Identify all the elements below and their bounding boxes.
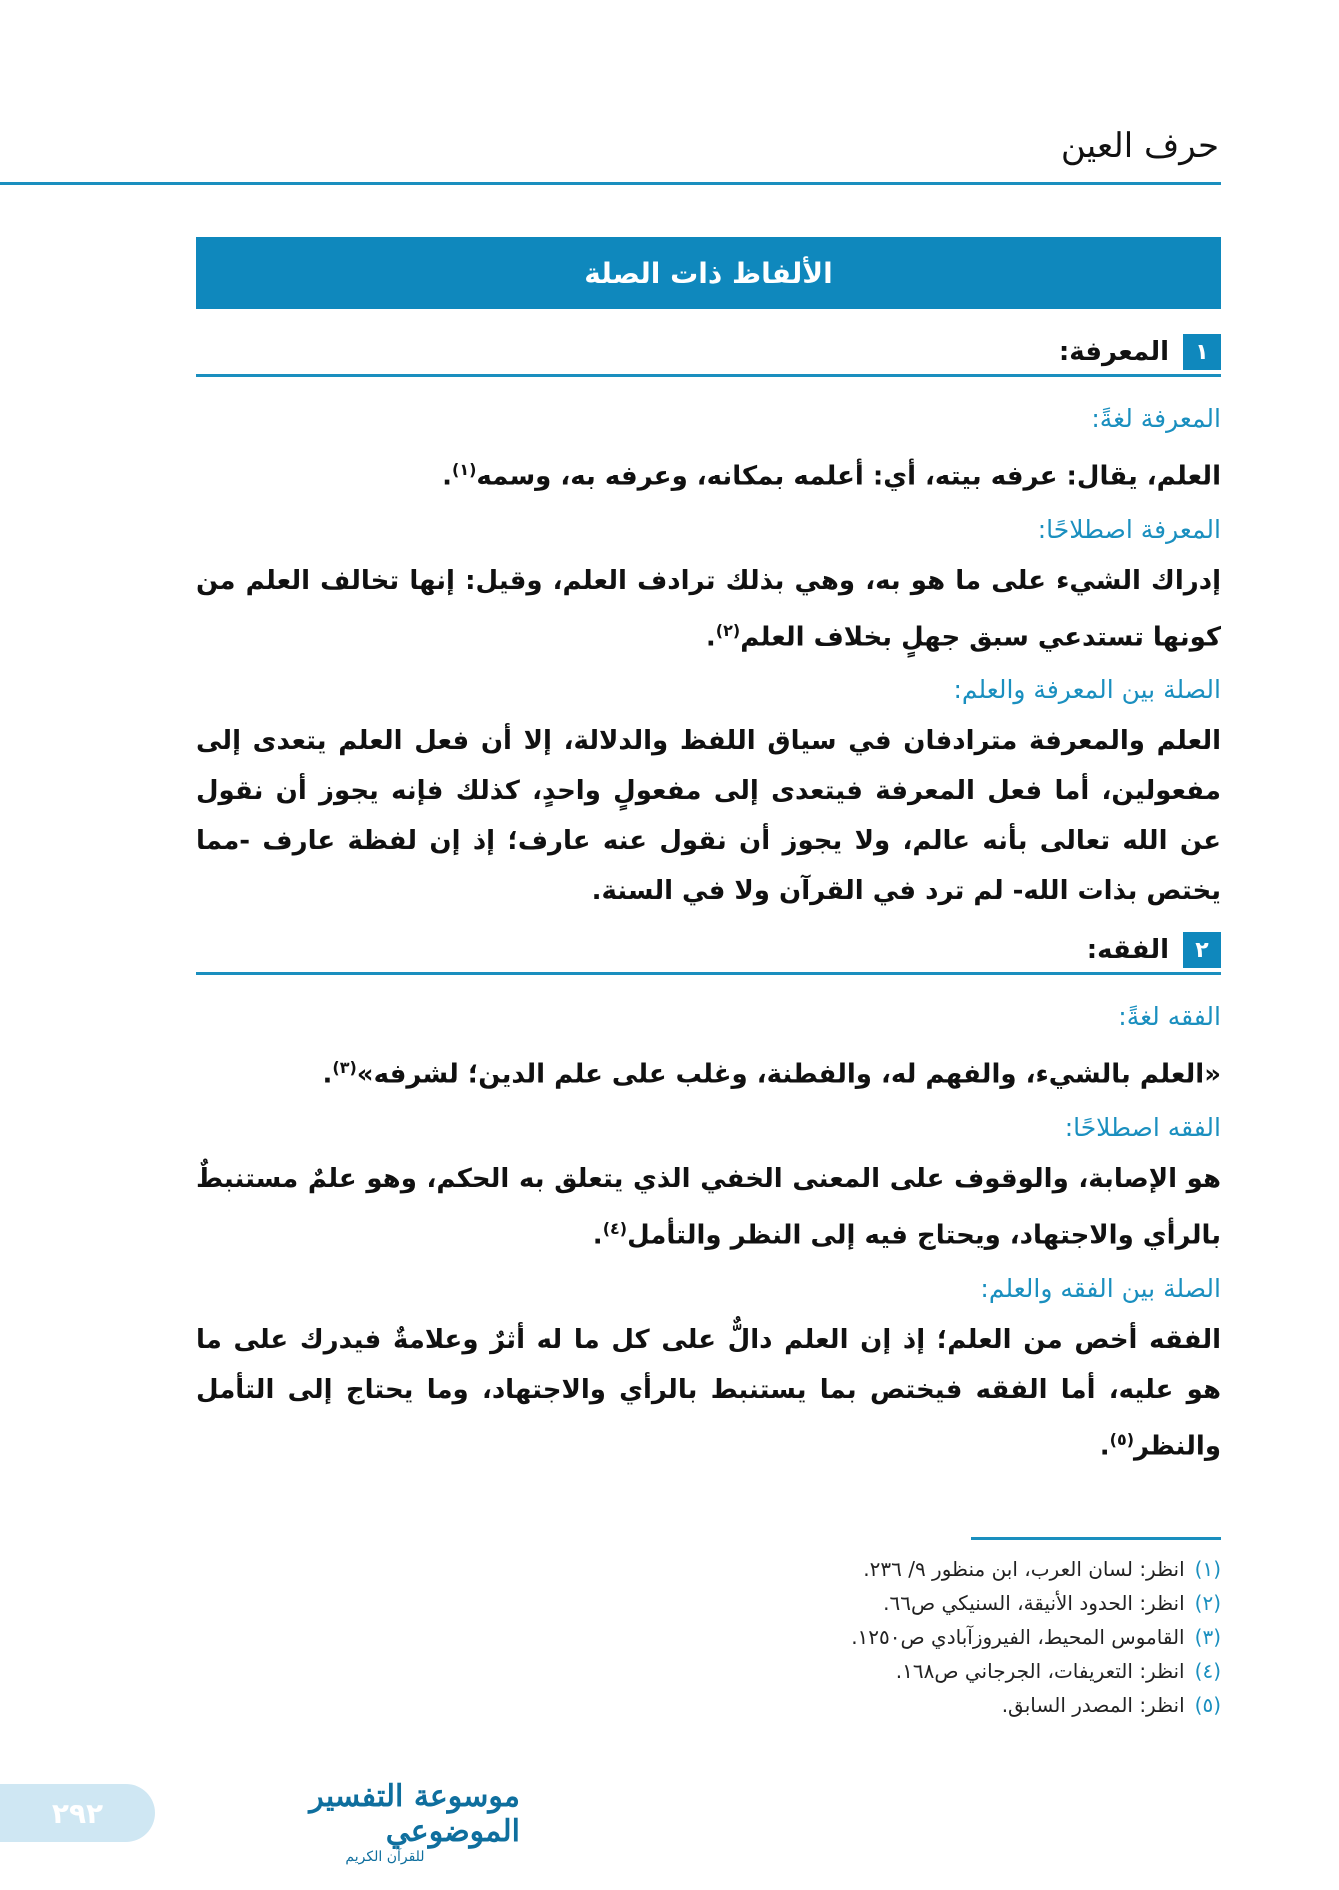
term-title-1: المعرفة:	[1058, 337, 1169, 367]
footnote: (٣) القاموس المحيط، الفيروزآبادي ص١٢٥٠.	[851, 1625, 1221, 1649]
footnote-ref[interactable]: (٤)	[602, 1218, 628, 1238]
paragraph: الفقه أخص من العلم؛ إذ إن العلم دالٌّ على كل ما له أثرٌ وعلامةٌ فيدرك على ما هو عليه، أما الفقه فيختص بما يستنبط بالرأي والاجتهاد، وما يحتاج إلى التأمل والنظر$^{(٥)}$.	[196, 1324, 1221, 1462]
footnote: (٤) انظر: التعريفات، الجرجاني ص١٦٨.	[895, 1659, 1221, 1683]
logo-sub-text: للقرآن الكريم	[345, 1849, 425, 1865]
term-number-2: ٢	[1183, 932, 1221, 968]
section-title-band	[196, 237, 1221, 309]
paragraph: العلم والمعرفة مترادفان في سياق اللفظ والدلالة، إلا أن فعل العلم يتعدى إلى مفعولين، أما فعل المعرفة فيتعدى إلى مفعولٍ واحدٍ، كذلك فإنه يجوز أن نقول عن الله تعالى بأنه عالم، ولا يجوز أن نقول عنه عارف؛ إذ إن لفظة عارف -مما يختص بذات الله- لم ترد في القرآن ولا في السنة.	[196, 726, 1221, 907]
subheading: الفقه لغةً:	[1118, 1002, 1221, 1032]
term-number-1: ١	[1183, 334, 1221, 370]
footnote-ref[interactable]: (٥)	[1109, 1429, 1135, 1449]
footnote-rule	[971, 1537, 1221, 1540]
encyclopedia-logo	[250, 1779, 520, 1865]
subheading: الصلة بين الفقه والعلم:	[980, 1273, 1221, 1303]
subheading: الفقه اصطلاحًا:	[1064, 1112, 1221, 1142]
paragraph: هو الإصابة، والوقوف على المعنى الخفي الذي يتعلق به الحكم، وهو علمٌ مستنبطٌ بالرأي والاجتهاد، ويحتاج فيه إلى النظر والتأمل$^{(٤)}$.	[196, 1163, 1221, 1251]
section-title: الألفاظ ذات الصلة	[584, 256, 833, 290]
footnote-ref[interactable]: (٣)	[332, 1058, 357, 1078]
footnote-ref[interactable]: (١)	[452, 460, 477, 479]
paragraph: إدراك الشيء على ما هو به، وهي بذلك ترادف العلم، وقيل: إنها تخالف العلم من كونها تستدعي سبق جهلٍ بخلاف العلم$^{(٢)}$.	[196, 565, 1221, 653]
subheading: المعرفة اصطلاحًا:	[1037, 514, 1221, 544]
term-title-2: الفقه:	[1086, 935, 1169, 966]
running-head: حرف العين	[1060, 126, 1219, 166]
footnote: (٢) انظر: الحدود الأنيقة، السنيكي ص٦٦.	[883, 1591, 1221, 1615]
subheading: المعرفة لغةً:	[1091, 404, 1221, 433]
term-heading-2	[196, 928, 1221, 975]
logo-main-text: موسوعة التفسير الموضوعي	[309, 1779, 520, 1849]
paragraph: العلم، يقال: عرفه بيته، أي: أعلمه بمكانه، وعرفه به، وسمه$^{(١)}$.	[442, 460, 1221, 492]
subheading: الصلة بين المعرفة والعلم:	[953, 675, 1221, 705]
paragraph: «العلم بالشيء، والفهم له، والفطنة، وغلب على علم الدين؛ لشرفه»$^{(٣)}$.	[322, 1058, 1221, 1090]
header-rule	[0, 182, 1221, 185]
footnote: (١) انظر: لسان العرب، ابن منظور ٩/ ٢٣٦.	[863, 1557, 1221, 1581]
footnote: (٥) انظر: المصدر السابق.	[1001, 1693, 1221, 1717]
main-content	[196, 330, 1221, 1473]
term-heading-1	[196, 330, 1221, 377]
footnote-ref[interactable]: (٢)	[715, 620, 741, 640]
footnotes	[621, 1552, 1221, 1722]
page-number: ٢٩٢	[0, 1784, 155, 1842]
